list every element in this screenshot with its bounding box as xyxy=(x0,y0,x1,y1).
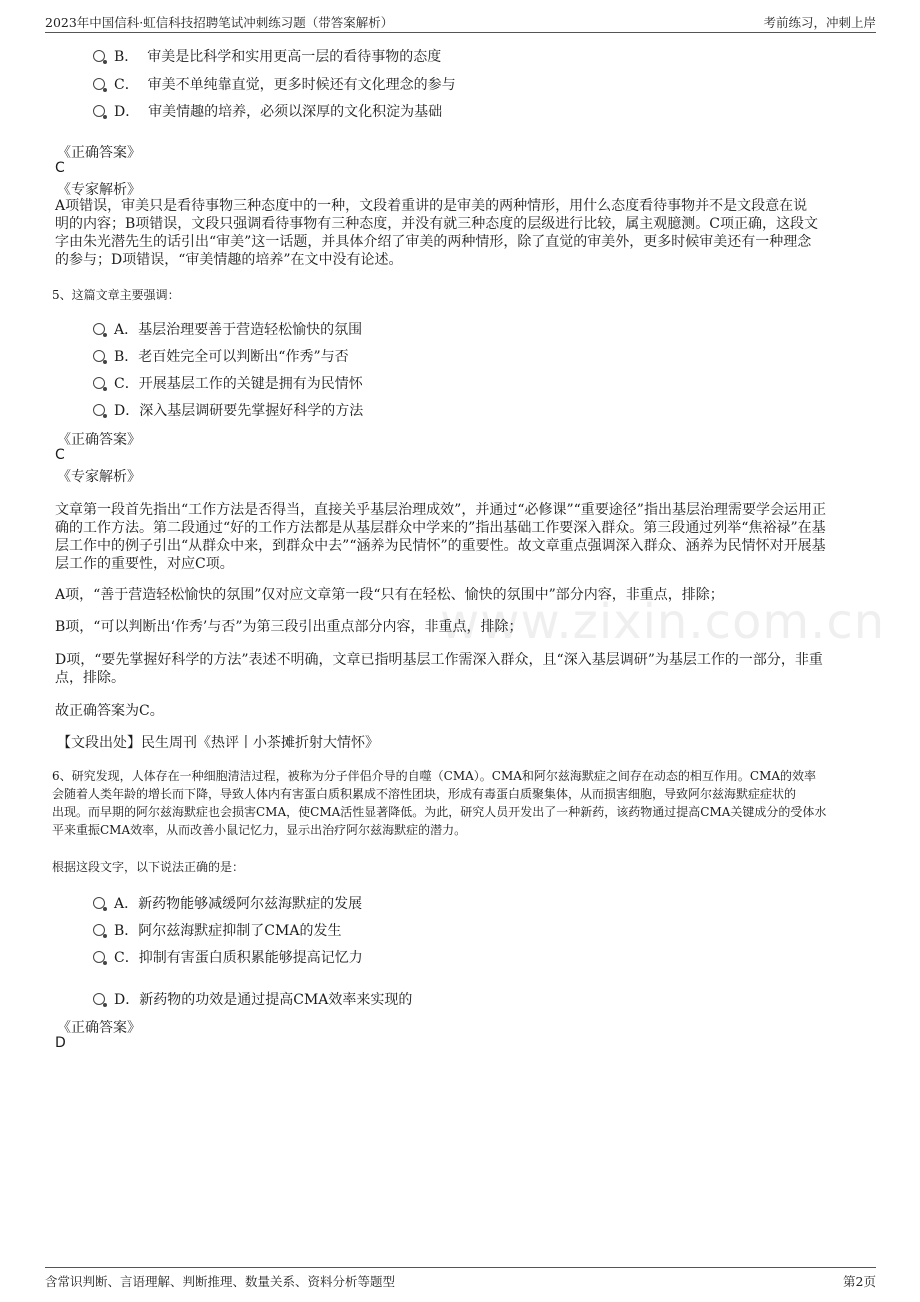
q5-analysis-a: A项，“善于营造轻松愉快的氛围”仅对应文章第一段“只有在轻松、愉快的氛围中”部分内容，非重点，排除； xyxy=(55,587,724,603)
q6-answer-label: 《正确答案》 xyxy=(57,1020,141,1036)
option-letter: B． xyxy=(114,923,139,939)
radio-icon[interactable] xyxy=(93,50,105,62)
q4-analysis xyxy=(55,197,865,269)
option-letter: C． xyxy=(114,950,139,966)
analysis-line: 确的工作方法。第二段通过“好的工作方法都是从基层群众中学来的”指出基础工作要深入群众。第三段通过列举“焦裕禄”在基 xyxy=(55,520,826,536)
q5-option-b[interactable] xyxy=(93,346,349,366)
q6-passage xyxy=(52,767,868,839)
passage-line: 6、研究发现，人体存在一种细胞清洁过程，被称为分子伴侣介导的自噬（CMA）。CMA和阿尔兹海默症之间存在动态的相互作用。CMA的效率 xyxy=(52,769,817,783)
header-tagline: 考前练习，冲刺上岸 xyxy=(763,15,876,30)
radio-icon[interactable] xyxy=(93,323,105,335)
option-text: 新药物能够减缓阿尔兹海默症的发展 xyxy=(138,896,363,912)
option-letter: B． xyxy=(114,49,139,65)
q4-answer: C xyxy=(55,160,65,176)
analysis-line: 文章第一段首先指出“工作方法是否得当，直接关乎基层治理成效”，并通过“必修课”“重要途径”指出基层治理需要学会运用正 xyxy=(55,502,826,518)
radio-icon[interactable] xyxy=(93,897,105,909)
radio-icon[interactable] xyxy=(93,105,105,117)
option-text: 开展基层工作的关键是拥有为民情怀 xyxy=(138,376,363,392)
analysis-line: 层工作中的例子引出“从群众中来，到群众中去”“涵养为民情怀”的重要性。故文章重点强调深入群众、涵养为民情怀对开展基 xyxy=(55,538,826,554)
option-letter: D． xyxy=(114,104,140,120)
option-text: 审美不单纯靠直觉，更多时候还有文化理念的参与 xyxy=(147,77,456,93)
radio-icon[interactable] xyxy=(93,924,105,936)
q4-analysis-label: 《专家解析》 xyxy=(57,182,141,198)
document-title: 2023年中国信科·虹信科技招聘笔试冲刺练习题（带答案解析） xyxy=(45,15,394,30)
option-letter: A． xyxy=(114,896,139,912)
option-text: 抑制有害蛋白质积累能够提高记忆力 xyxy=(138,950,363,966)
option-text: 审美是比科学和实用更高一层的看待事物的态度 xyxy=(147,49,442,65)
option-letter: C． xyxy=(114,77,139,93)
option-text: 深入基层调研要先掌握好科学的方法 xyxy=(139,403,364,419)
analysis-line: 点，排除。 xyxy=(55,670,125,686)
passage-line: 会随着人类年龄的增长而下降，导致人体内有害蛋白质积累成不溶性团块，形成有毒蛋白质聚集体，从而损害细胞，导致阿尔兹海默症症状的 xyxy=(52,787,797,801)
q6-option-c[interactable] xyxy=(93,947,363,967)
passage-line: 平来重振CMA效率，从而改善小鼠记忆力，显示出治疗阿尔兹海默症的潜力。 xyxy=(52,823,467,837)
q5-analysis-b: B项，“可以判断出‘作秀’与否”为第三段引出重点部分内容，非重点，排除； xyxy=(55,619,523,635)
q6-option-b[interactable] xyxy=(93,920,341,940)
q5-analysis-label: 《专家解析》 xyxy=(57,469,141,485)
q4-option-b[interactable] xyxy=(93,46,441,66)
page-header xyxy=(45,10,876,33)
analysis-line: 的参与；D项错误，“审美情趣的培养”在文中没有论述。 xyxy=(55,252,403,268)
analysis-line: D项，“要先掌握好科学的方法”表述不明确，文章已指明基层工作需深入群众，且“深入基层调研”为基层工作的一部分，非重 xyxy=(55,652,823,668)
q5-source: 【文段出处】民生周刊《热评丨小茶摊折射大情怀》 xyxy=(57,735,379,751)
page-footer xyxy=(45,1267,876,1292)
q5-option-c[interactable] xyxy=(93,373,363,393)
option-letter: D． xyxy=(114,992,140,1008)
footer-categories: 含常识判断、言语理解、判断推理、数量关系、资料分析等题型 xyxy=(45,1274,396,1289)
q5-conclusion: 故正确答案为C。 xyxy=(55,703,164,719)
analysis-line: 层工作的重要性，对应C项。 xyxy=(55,556,234,572)
page-number: 第2页 xyxy=(843,1274,876,1289)
q6-answer: D xyxy=(55,1035,66,1051)
option-text: 阿尔兹海默症抑制了CMA的发生 xyxy=(138,923,342,939)
q6-option-d[interactable] xyxy=(93,989,412,1009)
radio-icon[interactable] xyxy=(93,350,105,362)
q5-analysis-main xyxy=(55,501,865,573)
passage-line: 出现。而早期的阿尔兹海默症也会损害CMA，使CMA活性显著降低。为此，研究人员开发出了一种新药，该药物通过提高CMA关键成分的受体水 xyxy=(52,805,827,819)
q5-answer-label: 《正确答案》 xyxy=(57,432,141,448)
radio-icon[interactable] xyxy=(93,993,105,1005)
radio-icon[interactable] xyxy=(93,377,105,389)
q6-question: 根据这段文字，以下说法正确的是： xyxy=(52,860,245,874)
option-text: 新药物的功效是通过提高CMA效率来实现的 xyxy=(139,992,413,1008)
q5-answer: C xyxy=(55,447,65,463)
option-letter: C． xyxy=(114,376,139,392)
watermark: www.zixin.com.cn xyxy=(440,594,886,650)
q4-option-d[interactable] xyxy=(93,101,442,121)
option-text: 基层治理要善于营造轻松愉快的氛围 xyxy=(138,322,363,338)
option-text: 审美情趣的培养，必须以深厚的文化积淀为基础 xyxy=(148,104,443,120)
analysis-line: 明的内容；B项错误，文段只强调看待事物有三种态度，并没有就三种态度的层级进行比较，属主观臆测。C项正确，这段文 xyxy=(55,216,818,232)
q5-question: 5、这篇文章主要强调： xyxy=(52,288,180,302)
q5-option-a[interactable] xyxy=(93,319,362,339)
option-letter: B． xyxy=(114,349,139,365)
analysis-line: 字由朱光潜先生的话引出“审美”这一话题，并具体介绍了审美的两种情形，除了直觉的审美外，更多时候审美还有一种理念 xyxy=(55,234,812,250)
option-letter: D． xyxy=(114,403,140,419)
radio-icon[interactable] xyxy=(93,404,105,416)
radio-icon[interactable] xyxy=(93,78,105,90)
q5-analysis-d xyxy=(55,651,865,687)
q4-answer-label: 《正确答案》 xyxy=(57,145,141,161)
q4-option-c[interactable] xyxy=(93,74,456,94)
q6-option-a[interactable] xyxy=(93,893,362,913)
analysis-line: A项错误，审美只是看待事物三种态度中的一种，文段着重讲的是审美的两种情形，用什么态度看待事物并不是文段意在说 xyxy=(55,198,808,214)
q5-option-d[interactable] xyxy=(93,400,363,420)
radio-icon[interactable] xyxy=(93,951,105,963)
option-letter: A． xyxy=(114,322,139,338)
option-text: 老百姓完全可以判断出“作秀”与否 xyxy=(138,349,349,365)
